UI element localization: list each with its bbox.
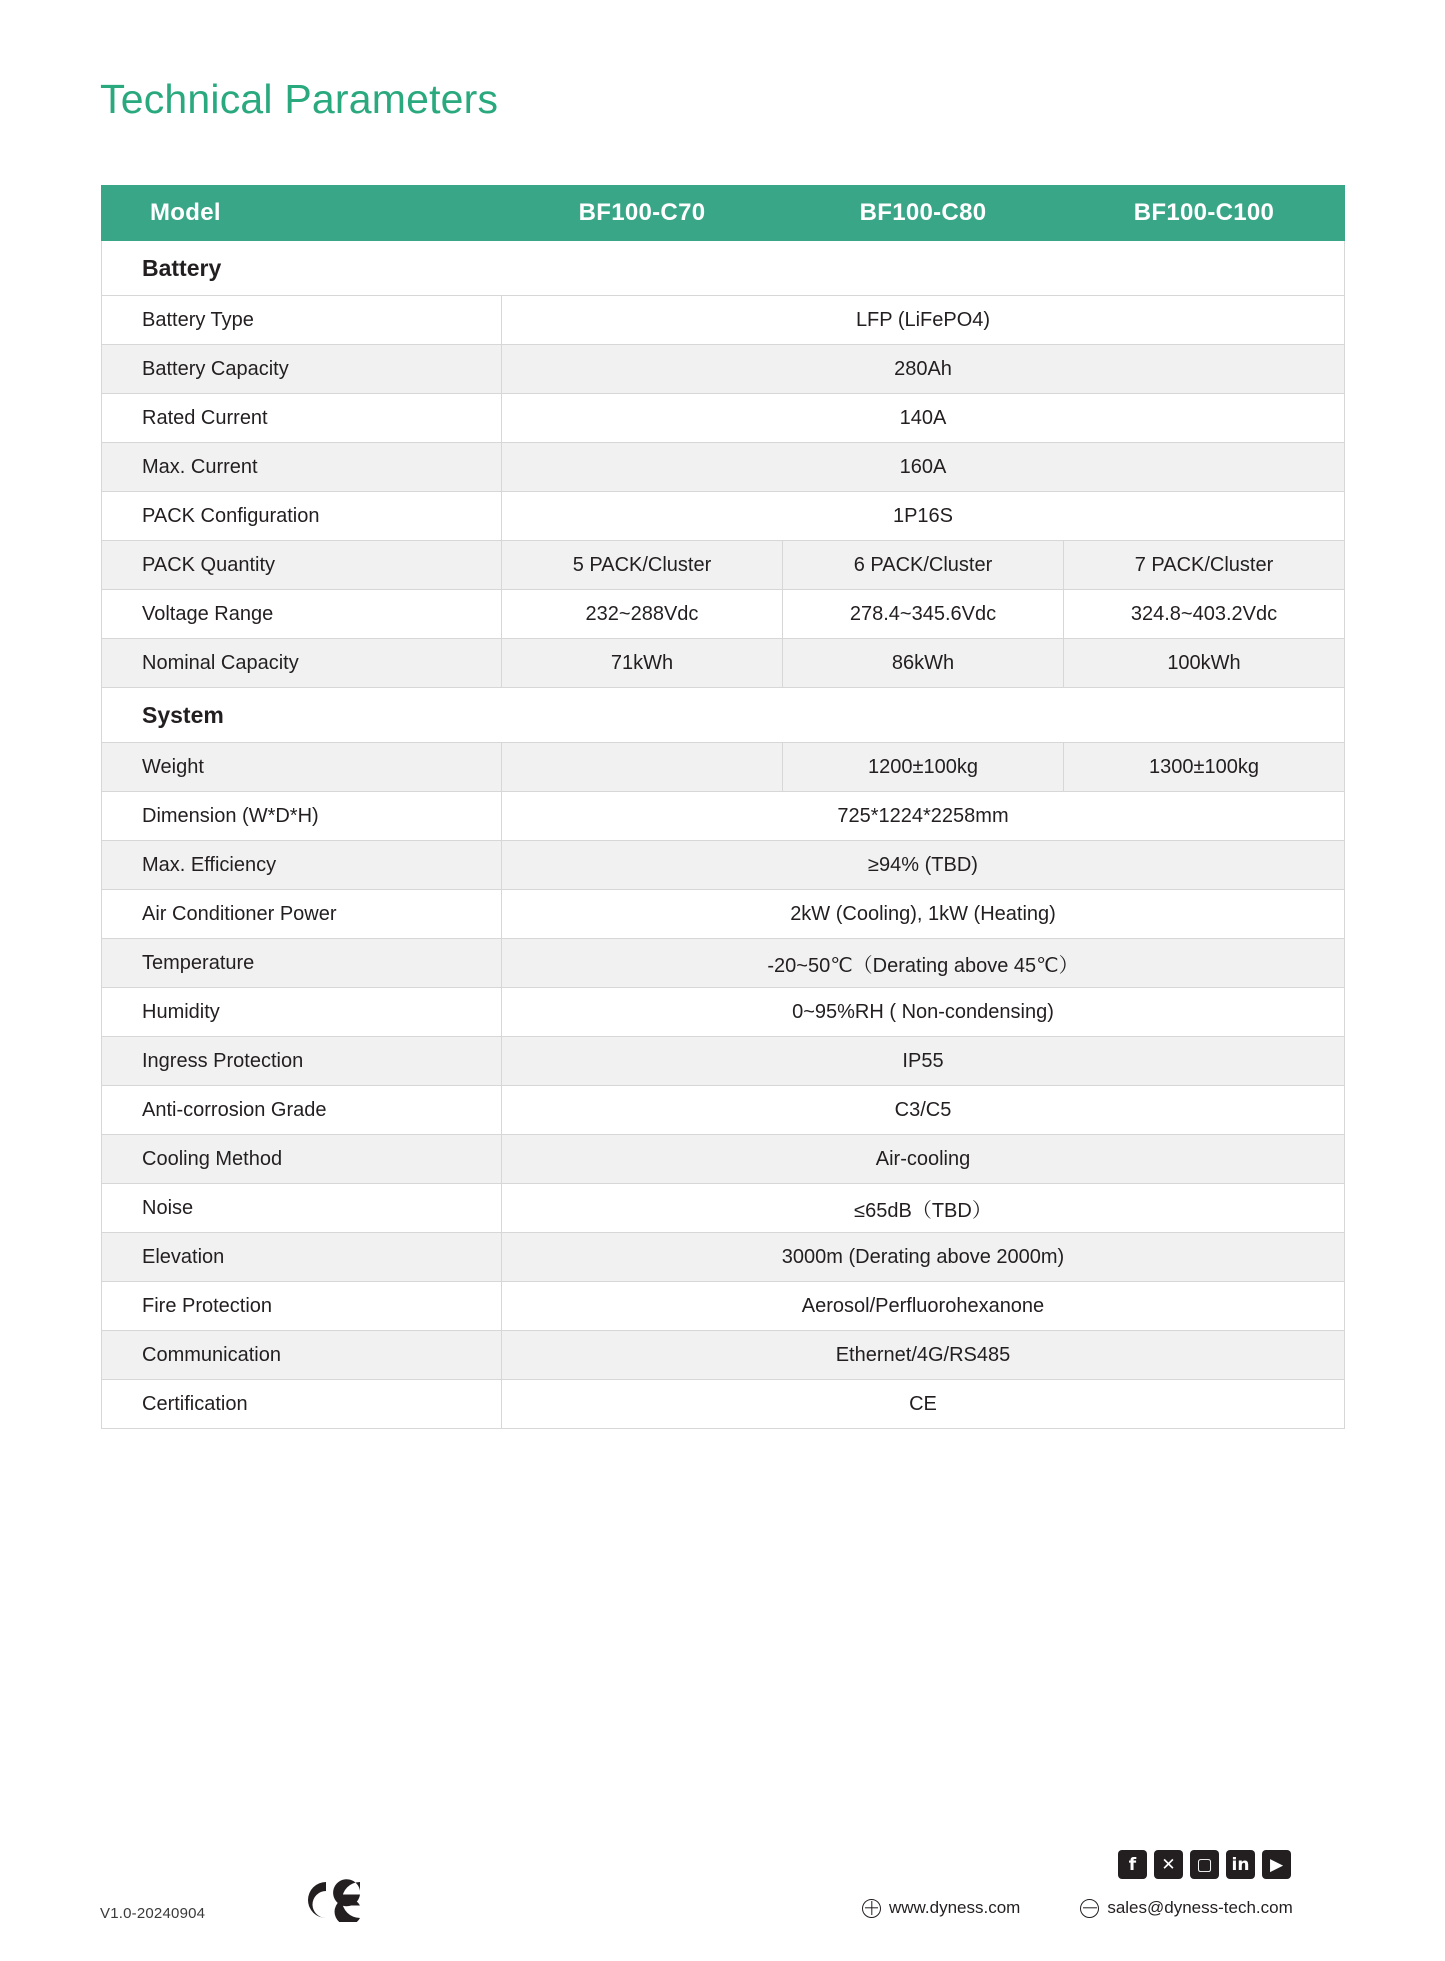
row-value: Aerosol/Perfluorohexanone <box>502 1282 1345 1331</box>
youtube-icon[interactable]: ▶ <box>1262 1850 1291 1879</box>
row-value: -20~50℃（Derating above 45℃） <box>502 939 1345 988</box>
row-value: 3000m (Derating above 2000m) <box>502 1233 1345 1282</box>
table-row <box>102 541 1345 590</box>
row-label: Weight <box>102 743 502 792</box>
header-model: Model <box>102 186 502 241</box>
table-row <box>102 1380 1345 1429</box>
row-label: Humidity <box>102 988 502 1037</box>
row-value: 2kW (Cooling), 1kW (Heating) <box>502 890 1345 939</box>
ce-mark-icon <box>300 1878 366 1922</box>
header-bf100-c80: BF100-C80 <box>783 186 1064 241</box>
section-label: System <box>102 688 1345 743</box>
table-row <box>102 394 1345 443</box>
table-row <box>102 443 1345 492</box>
email-link[interactable] <box>1080 1898 1292 1918</box>
row-value-c70: 5 PACK/Cluster <box>502 541 783 590</box>
row-label: Anti-corrosion Grade <box>102 1086 502 1135</box>
row-label: Noise <box>102 1184 502 1233</box>
section-label: Battery <box>102 241 1345 296</box>
row-value-c70: 71kWh <box>502 639 783 688</box>
row-value-c100: 1300±100kg <box>1064 743 1345 792</box>
row-value: ≥94% (TBD) <box>502 841 1345 890</box>
row-value: CE <box>502 1380 1345 1429</box>
footer-contacts <box>862 1898 1293 1918</box>
row-label: Battery Capacity <box>102 345 502 394</box>
row-label: Max. Current <box>102 443 502 492</box>
row-value: 1P16S <box>502 492 1345 541</box>
row-label: Certification <box>102 1380 502 1429</box>
table-row <box>102 841 1345 890</box>
page-footer <box>0 1820 1445 1960</box>
table-row <box>102 890 1345 939</box>
facebook-icon[interactable]: f <box>1118 1850 1147 1879</box>
header-bf100-c70: BF100-C70 <box>502 186 783 241</box>
row-value: C3/C5 <box>502 1086 1345 1135</box>
spec-table <box>101 185 1345 1429</box>
table-row <box>102 1135 1345 1184</box>
table-row <box>102 1037 1345 1086</box>
row-label: PACK Configuration <box>102 492 502 541</box>
row-label: Elevation <box>102 1233 502 1282</box>
website-link[interactable] <box>862 1898 1020 1918</box>
row-label: Rated Current <box>102 394 502 443</box>
row-value: Ethernet/4G/RS485 <box>502 1331 1345 1380</box>
row-value-c80: 6 PACK/Cluster <box>783 541 1064 590</box>
email-text: sales@dyness-tech.com <box>1107 1898 1293 1917</box>
table-row <box>102 1331 1345 1380</box>
row-label: Temperature <box>102 939 502 988</box>
row-label: Dimension (W*D*H) <box>102 792 502 841</box>
row-value: LFP (LiFePO4) <box>502 296 1345 345</box>
row-label: PACK Quantity <box>102 541 502 590</box>
row-value: IP55 <box>502 1037 1345 1086</box>
row-label: Voltage Range <box>102 590 502 639</box>
row-value: 160A <box>502 443 1345 492</box>
row-value: 725*1224*2258mm <box>502 792 1345 841</box>
table-row <box>102 1184 1345 1233</box>
table-header-row <box>102 186 1345 241</box>
row-value: Air-cooling <box>502 1135 1345 1184</box>
social-links[interactable] <box>1118 1850 1291 1879</box>
row-label: Fire Protection <box>102 1282 502 1331</box>
row-value-c80: 1200±100kg <box>783 743 1064 792</box>
table-row <box>102 988 1345 1037</box>
table-row <box>102 492 1345 541</box>
table-row <box>102 345 1345 394</box>
technical-parameters-table <box>101 185 1344 1429</box>
x-twitter-icon[interactable]: ✕ <box>1154 1850 1183 1879</box>
section-header-system <box>102 688 1345 743</box>
row-value-c80: 86kWh <box>783 639 1064 688</box>
table-row <box>102 1233 1345 1282</box>
table-row <box>102 939 1345 988</box>
row-label: Battery Type <box>102 296 502 345</box>
row-value-c70 <box>502 743 783 792</box>
mail-icon <box>1080 1899 1099 1918</box>
row-label: Communication <box>102 1331 502 1380</box>
row-label: Nominal Capacity <box>102 639 502 688</box>
row-value: 140A <box>502 394 1345 443</box>
table-row <box>102 639 1345 688</box>
table-row <box>102 792 1345 841</box>
row-value: 280Ah <box>502 345 1345 394</box>
table-row <box>102 1282 1345 1331</box>
linkedin-icon[interactable]: in <box>1226 1850 1255 1879</box>
row-label: Cooling Method <box>102 1135 502 1184</box>
row-value-c100: 100kWh <box>1064 639 1345 688</box>
globe-icon <box>862 1899 881 1918</box>
instagram-icon[interactable]: ▢ <box>1190 1850 1219 1879</box>
document-version: V1.0-20240904 <box>100 1905 206 1922</box>
website-text: www.dyness.com <box>889 1898 1021 1917</box>
table-row <box>102 1086 1345 1135</box>
table-row <box>102 743 1345 792</box>
row-value: 0~95%RH ( Non-condensing) <box>502 988 1345 1037</box>
table-row <box>102 590 1345 639</box>
row-value-c100: 324.8~403.2Vdc <box>1064 590 1345 639</box>
row-label: Max. Efficiency <box>102 841 502 890</box>
row-label: Air Conditioner Power <box>102 890 502 939</box>
page-title: Technical Parameters <box>100 76 499 122</box>
section-header-battery <box>102 241 1345 296</box>
row-value-c100: 7 PACK/Cluster <box>1064 541 1345 590</box>
header-bf100-c100: BF100-C100 <box>1064 186 1345 241</box>
row-value-c70: 232~288Vdc <box>502 590 783 639</box>
row-value: ≤65dB（TBD） <box>502 1184 1345 1233</box>
row-label: Ingress Protection <box>102 1037 502 1086</box>
row-value-c80: 278.4~345.6Vdc <box>783 590 1064 639</box>
table-row <box>102 296 1345 345</box>
